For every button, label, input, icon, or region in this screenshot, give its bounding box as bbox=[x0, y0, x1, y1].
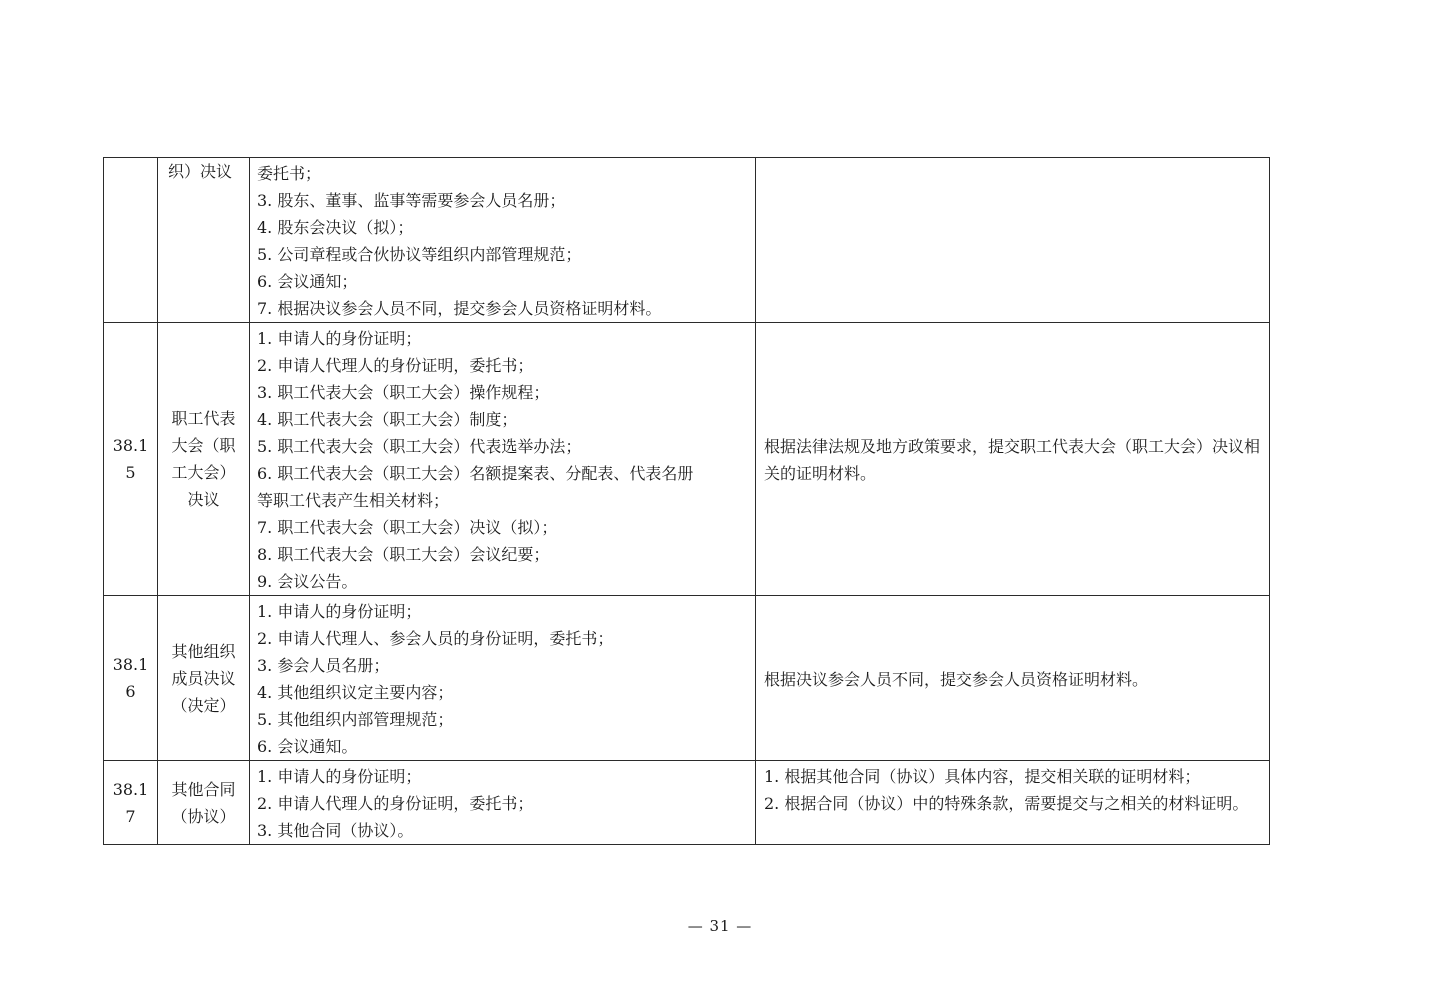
row-number bbox=[104, 158, 158, 323]
material-line: 2. 申请人代理人、参会人员的身份证明，委托书； bbox=[257, 629, 614, 648]
item-name-text: 职工代表大会（职工大会）决议 bbox=[171, 409, 236, 509]
table-row bbox=[104, 158, 1270, 323]
materials-table bbox=[103, 157, 1270, 845]
notes-cell bbox=[756, 761, 1270, 845]
material-line: 2. 申请人代理人的身份证明，委托书； bbox=[257, 794, 534, 813]
material-line: 7. 根据决议参会人员不同，提交参会人员资格证明材料。 bbox=[257, 299, 662, 318]
item-name-text: 其他合同（协议） bbox=[171, 779, 236, 826]
table-row bbox=[104, 761, 1270, 845]
item-name bbox=[158, 596, 250, 761]
material-line: 等职工代表产生相关材料； bbox=[257, 491, 450, 510]
material-line: 3. 职工代表大会（职工大会）操作规程； bbox=[257, 383, 550, 402]
item-name-text: 其他组织成员决议（决定） bbox=[171, 641, 236, 715]
row-number: 38.15 bbox=[104, 323, 158, 596]
material-line: 3. 其他合同（协议）。 bbox=[257, 821, 414, 840]
note-text: 根据决议参会人员不同，提交参会人员资格证明材料。 bbox=[764, 669, 1149, 689]
materials-cell bbox=[250, 596, 756, 761]
material-line: 1. 申请人的身份证明； bbox=[257, 602, 422, 621]
note-text: 根据法律法规及地方政策要求，提交职工代表大会（职工大会）决议相关的证明材料。 bbox=[764, 437, 1261, 483]
materials-cell bbox=[250, 323, 756, 596]
material-line: 7. 职工代表大会（职工大会）决议（拟）； bbox=[257, 518, 558, 537]
item-name bbox=[158, 761, 250, 845]
material-line: 2. 申请人代理人的身份证明，委托书； bbox=[257, 356, 534, 375]
material-line: 4. 职工代表大会（职工大会）制度； bbox=[257, 410, 518, 429]
item-name bbox=[158, 323, 250, 596]
material-line: 6. 会议通知。 bbox=[257, 737, 358, 756]
notes-cell bbox=[756, 323, 1270, 596]
materials-cell bbox=[250, 761, 756, 845]
item-name bbox=[158, 158, 250, 323]
material-line: 8. 职工代表大会（职工大会）会议纪要； bbox=[257, 545, 550, 564]
material-line: 委托书； bbox=[257, 164, 322, 183]
page-number: — 31 — bbox=[687, 917, 753, 935]
material-line: 5. 公司章程或合伙协议等组织内部管理规范； bbox=[257, 245, 582, 264]
material-line: 5. 其他组织内部管理规范； bbox=[257, 710, 454, 729]
row-number: 38.16 bbox=[104, 596, 158, 761]
note-text: 2. 根据合同（协议）中的特殊条款，需要提交与之相关的材料证明。 bbox=[764, 794, 1249, 813]
material-line: 6. 会议通知； bbox=[257, 272, 358, 291]
material-line: 1. 申请人的身份证明； bbox=[257, 767, 422, 786]
material-line: 6. 职工代表大会（职工大会）名额提案表、分配表、代表名册 bbox=[257, 464, 694, 483]
material-line: 1. 申请人的身份证明； bbox=[257, 329, 422, 348]
table-row bbox=[104, 323, 1270, 596]
material-line: 5. 职工代表大会（职工大会）代表选举办法； bbox=[257, 437, 582, 456]
material-line: 4. 股东会决议（拟）； bbox=[257, 218, 414, 237]
materials-cell bbox=[250, 158, 756, 323]
material-line: 3. 参会人员名册； bbox=[257, 656, 390, 675]
note-text: 1. 根据其他合同（协议）具体内容，提交相关联的证明材料； bbox=[764, 767, 1201, 786]
material-line: 9. 会议公告。 bbox=[257, 572, 358, 591]
notes-cell bbox=[756, 596, 1270, 761]
item-name-text: 织）决议 bbox=[168, 162, 233, 181]
notes-cell bbox=[756, 158, 1270, 323]
material-line: 4. 其他组织议定主要内容； bbox=[257, 683, 454, 702]
table-row bbox=[104, 596, 1270, 761]
row-number: 38.17 bbox=[104, 761, 158, 845]
material-line: 3. 股东、董事、监事等需要参会人员名册； bbox=[257, 191, 566, 210]
